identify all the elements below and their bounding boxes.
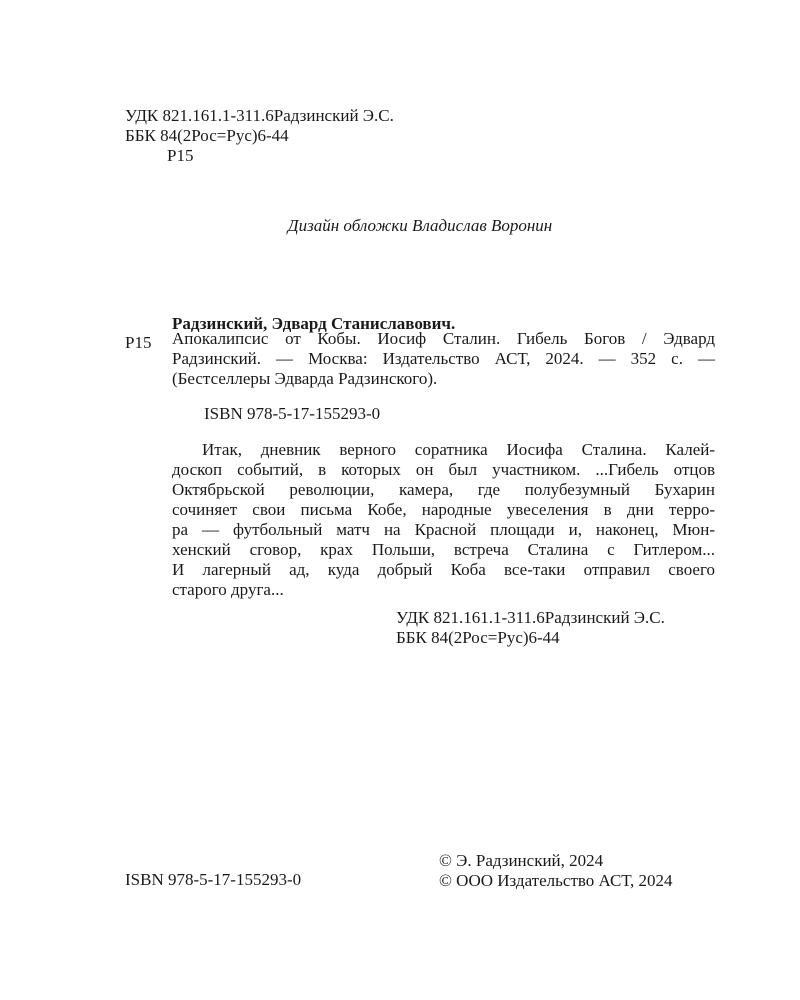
annotation-line: И лагерный ад, куда добрый Коба все-таки отправил своего	[172, 560, 715, 579]
entry-description-line: (Бестселлеры Эдварда Радзинского).	[172, 369, 438, 388]
entry-description-line: Апокалипсис от Кобы. Иосиф Сталин. Гибель Богов / Эдвард	[172, 329, 715, 348]
annotation-line: старого друга...	[172, 580, 284, 599]
annotation-line: сочиняет свои письма Кобе, народные увеселения в дни терро-	[172, 500, 715, 519]
entry-author-mark: Р15	[125, 333, 152, 352]
bbk-code: ББК 84(2Рос=Рус)6-44	[396, 628, 560, 647]
annotation-line: хенский сговор, крах Польши, встреча Сталина с Гитлером...	[172, 540, 715, 559]
udk-code: УДК 821.161.1-311.6Радзинский Э.С.	[125, 106, 394, 125]
annotation-line: доскоп событий, в которых он был участником. ...Гибель отцов	[172, 460, 715, 479]
author-mark: Р15	[167, 146, 194, 165]
annotation-line: Октябрьской революции, камера, где полубезумный Бухарин	[172, 480, 715, 499]
entry-isbn: ISBN 978-5-17-155293-0	[204, 404, 381, 423]
bottom-classification-codes	[396, 608, 665, 648]
entry-description-line: Радзинский. — Москва: Издательство АСТ, 2024. — 352 с. —	[172, 349, 715, 368]
entry-author-heading: Радзинский, Эдвард Станиславович.	[172, 314, 456, 333]
footer-isbn: ISBN 978-5-17-155293-0	[125, 870, 302, 889]
entry-description	[172, 329, 715, 389]
copyright-author: © Э. Радзинский, 2024	[439, 851, 604, 870]
udk-code: УДК 821.161.1-311.6Радзинский Э.С.	[396, 608, 665, 627]
copyright-block	[439, 851, 672, 891]
annotation-line: ра — футбольный матч на Красной площади и, наконец, Мюн-	[172, 520, 715, 539]
annotation-paragraph	[172, 440, 715, 600]
annotation-line: Итак, дневник верного соратника Иосифа Сталина. Калей-	[202, 440, 715, 459]
cover-designer-credit: Дизайн обложки Владислав Воронин	[287, 216, 553, 235]
copyright-publisher: © ООО Издательство АСТ, 2024	[439, 871, 673, 890]
top-classification-codes	[125, 106, 394, 166]
bbk-code: ББК 84(2Рос=Рус)6-44	[125, 126, 289, 145]
